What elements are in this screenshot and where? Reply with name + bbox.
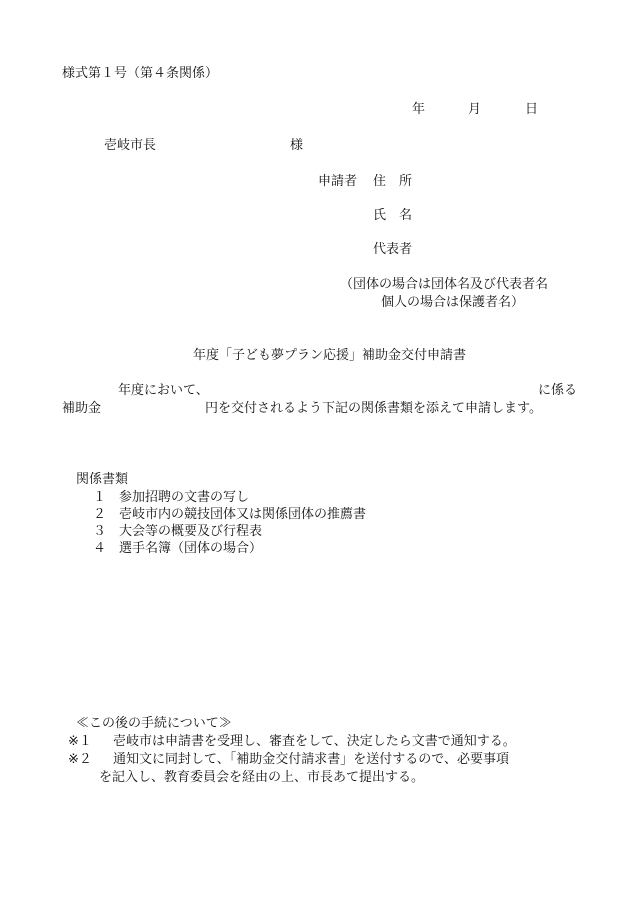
document-item-number: １ <box>93 490 107 505</box>
addressee-honorific: 様 <box>290 138 304 153</box>
form-number: 様式第１号（第４条関係） <box>62 66 219 81</box>
procedure-continuation: を記入し、教育委員会を経由の上、市長あて提出する。 <box>99 770 425 785</box>
procedure-note-mark: ※２ <box>68 752 92 767</box>
document-item-number: ２ <box>93 507 107 522</box>
document-title: 年度「子ども夢プラン応援」補助金交付申請書 <box>193 348 467 363</box>
body-line1-end: に係る <box>538 383 578 398</box>
body-line1-start: 年度において、 <box>118 383 209 398</box>
document-item-number: ３ <box>93 524 107 539</box>
body-line2-start: 補助金 <box>62 401 102 416</box>
procedure-heading: ≪この後の手続について≫ <box>76 716 232 731</box>
document-item-number: ４ <box>93 541 107 556</box>
applicant-note-line2: 個人の場合は保護者名） <box>381 295 525 310</box>
procedure-note-mark: ※１ <box>68 734 92 749</box>
addressee-mayor: 壱岐市長 <box>104 138 157 153</box>
procedure-note-text: 通知文に同封して、「補助金交付請求書」を送付するので、必要事項 <box>113 752 509 767</box>
documents-heading: 関係書類 <box>76 472 129 487</box>
date-year-label: 年 <box>412 102 426 117</box>
applicant-label: 申請者 <box>318 174 358 189</box>
document-item-text: 参加招聘の文書の写し <box>119 490 250 505</box>
applicant-note-line1: （団体の場合は団体名及び代表者名 <box>340 277 549 292</box>
name-label: 氏 名 <box>373 208 413 223</box>
date-month-label: 月 <box>468 102 482 117</box>
address-label: 住 所 <box>373 174 413 189</box>
document-item-text: 大会等の概要及び行程表 <box>119 524 263 539</box>
document-item-text: 壱岐市内の競技団体又は関係団体の推薦書 <box>119 507 367 522</box>
procedure-note-text: 壱岐市は申請書を受理し、審査をして、決定したら文書で通知する。 <box>113 734 516 749</box>
representative-label: 代表者 <box>373 242 413 257</box>
document-item-text: 選手名簿（団体の場合） <box>119 541 263 556</box>
body-line2-end: 円を交付されるよう下記の関係書類を添えて申請します。 <box>205 401 542 416</box>
date-day-label: 日 <box>525 102 539 117</box>
